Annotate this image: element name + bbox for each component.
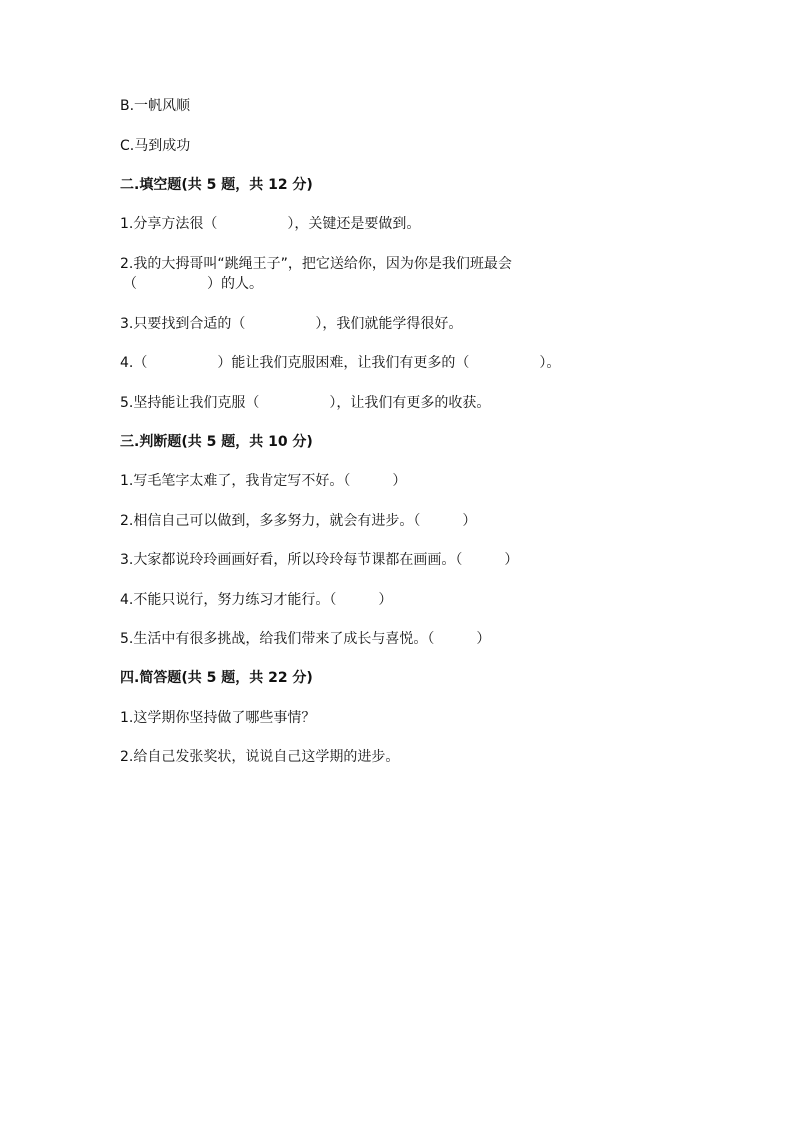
judgement-q3: 3.大家都说玲玲画画好看，所以玲玲每节课都在画画。（ ）	[120, 552, 519, 568]
section-fill-blank-title: 二.填空题(共 5 题，共 12 分)	[120, 177, 313, 193]
fill-blank-q3: 3.只要找到合适的（ ），我们就能学得很好。	[120, 316, 463, 332]
option-c: C.马到成功	[120, 138, 191, 154]
judgement-q1: 1.写毛笔字太难了，我肯定写不好。（ ）	[120, 473, 407, 489]
fill-blank-q1: 1.分享方法很（ ），关键还是要做到。	[120, 216, 421, 232]
judgement-q4: 4.不能只说行，努力练习才能行。（ ）	[120, 592, 393, 608]
fill-blank-q2-cont: （ ）的人。	[123, 276, 263, 292]
judgement-q5: 5.生活中有很多挑战，给我们带来了成长与喜悦。（ ）	[120, 631, 491, 647]
fill-blank-q5: 5.坚持能让我们克服（ ），让我们有更多的收获。	[120, 395, 491, 411]
option-b: B.一帆风顺	[120, 98, 191, 114]
section-short-answer-title: 四.简答题(共 5 题，共 22 分)	[120, 670, 313, 686]
section-judgement-title: 三.判断题(共 5 题，共 10 分)	[120, 434, 313, 450]
short-answer-q1: 1.这学期你坚持做了哪些事情？	[120, 710, 316, 726]
short-answer-q2: 2.给自己发张奖状，说说自己这学期的进步。	[120, 749, 400, 765]
judgement-q2: 2.相信自己可以做到，多多努力，就会有进步。（ ）	[120, 513, 477, 529]
fill-blank-q4: 4.（ ）能让我们克服困难，让我们有更多的（ ）。	[120, 355, 561, 371]
fill-blank-q2: 2.我的大拇哥叫“跳绳王子”，把它送给你，因为你是我们班最会	[120, 256, 512, 272]
